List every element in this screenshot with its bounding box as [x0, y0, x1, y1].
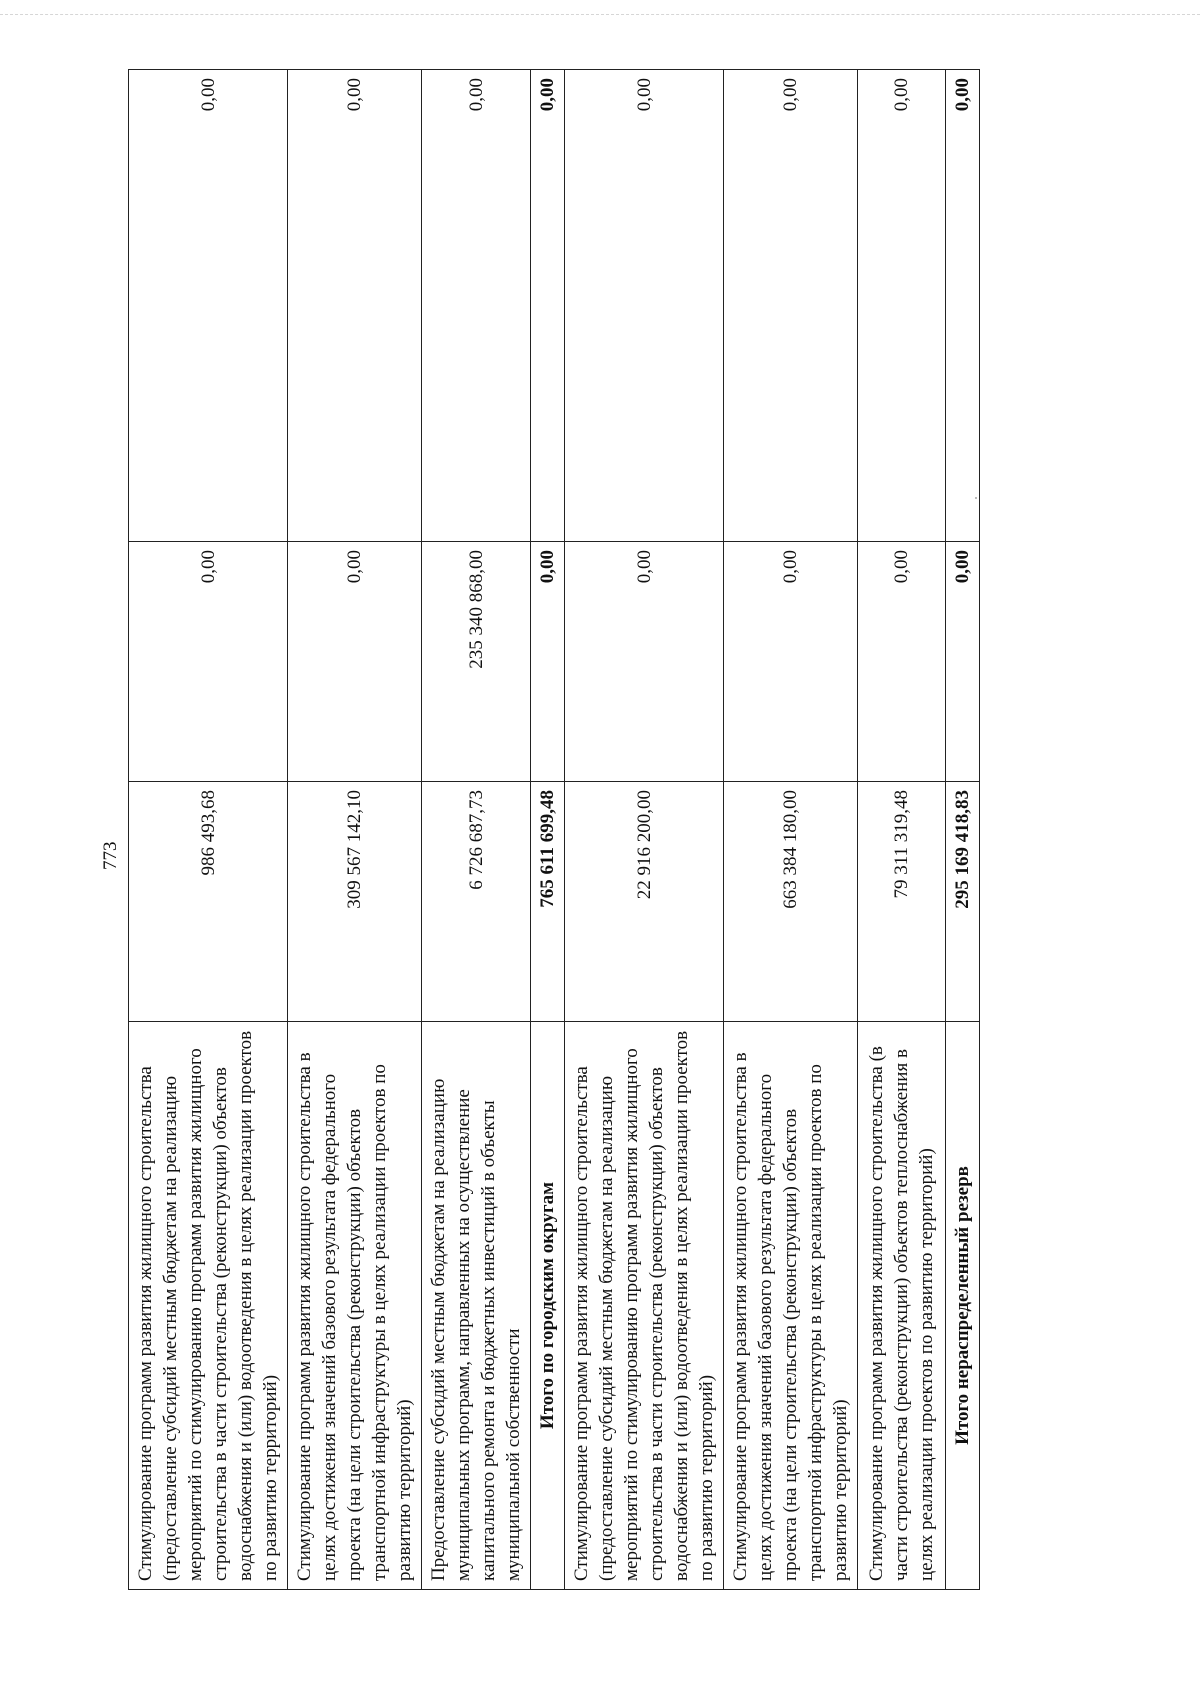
row-name-cell: Стимулирование программ развития жилищного строительства в целях достижения значений базового результата федерального проекта (на цели строительства (реконструкции) объектов транспортной инфраструктуры в целях реализации проектов по развитию территорий) [724, 1022, 858, 1590]
total-label-cell: Итого по городским округам [531, 1022, 565, 1590]
budget-table [128, 69, 980, 1590]
total-value-1-cell: 765 611 699,48 [531, 782, 565, 1022]
row-value-3-cell: 0,00 [422, 70, 531, 542]
row-value-1-cell: 309 567 142,10 [288, 782, 422, 1022]
row-value-2-cell: 0,00 [565, 542, 724, 782]
table-row [422, 70, 531, 1590]
table-row [129, 70, 288, 1590]
table-total-row [531, 70, 565, 1590]
row-value-3-cell: 0,00 [565, 70, 724, 542]
row-value-3-cell: 0,00 [858, 70, 946, 542]
rotated-table-container [128, 70, 973, 1590]
row-value-2-cell: 235 340 868,00 [422, 542, 531, 782]
row-value-1-cell: 22 916 200,00 [565, 782, 724, 1022]
row-value-1-cell: 6 726 687,73 [422, 782, 531, 1022]
scan-edge-line [0, 14, 1200, 15]
total-label-cell: Итого нераспределенный резерв [946, 1022, 980, 1590]
row-value-3-cell: 0,00 [288, 70, 422, 542]
table-row [724, 70, 858, 1590]
table-row [565, 70, 724, 1590]
row-name-cell: Стимулирование программ развития жилищного строительства (предоставление субсидий местным бюджетам на реализацию мероприятий по стимулированию программ развития жилищного строительства в части строительства (реконструкции) объектов водоснабжения и (или) водоотведения в целях реализации проектов по развитию территорий) [565, 1022, 724, 1590]
table-total-row [946, 70, 980, 1590]
total-value-2-cell: 0,00 [946, 542, 980, 782]
row-value-1-cell: 663 384 180,00 [724, 782, 858, 1022]
row-value-1-cell: 986 493,68 [129, 782, 288, 1022]
total-value-1-cell: 295 169 418,83 [946, 782, 980, 1022]
total-value-3-cell: 0,00 [946, 70, 980, 542]
total-value-2-cell: 0,00 [531, 542, 565, 782]
table-row [858, 70, 946, 1590]
row-value-3-cell: 0,00 [129, 70, 288, 542]
total-value-3-cell: 0,00 [531, 70, 565, 542]
row-name-cell: Стимулирование программ развития жилищного строительства (предоставление субсидий местным бюджетам на реализацию мероприятий по стимулированию программ развития жилищного строительства в части строительства (реконструкции) объектов водоснабжения и (или) водоотведения в целях реализации проектов по развитию территорий) [129, 1022, 288, 1590]
row-name-cell: Стимулирование программ развития жилищного строительства в целях достижения значений базового результата федерального проекта (на цели строительства (реконструкции) объектов транспортной инфраструктуры в целях реализации проектов по развитию территорий) [288, 1022, 422, 1590]
row-name-cell: Предоставление субсидий местным бюджетам на реализацию муниципальных программ, направленных на осуществление капитального ремонта и бюджетных инвестиций в объекты муниципальной собственности [422, 1022, 531, 1590]
row-value-2-cell: 0,00 [858, 542, 946, 782]
row-value-2-cell: 0,00 [129, 542, 288, 782]
row-value-1-cell: 79 311 319,48 [858, 782, 946, 1022]
row-value-2-cell: 0,00 [724, 542, 858, 782]
row-value-3-cell: 0,00 [724, 70, 858, 542]
scan-speck [975, 497, 977, 499]
table-row [288, 70, 422, 1590]
row-name-cell: Стимулирование программ развития жилищного строительства (в части строительства (реконструкции) объектов теплоснабжения в целях реализации проектов по развитию территорий) [858, 1022, 946, 1590]
row-value-2-cell: 0,00 [288, 542, 422, 782]
page-number: 773 [100, 841, 121, 870]
